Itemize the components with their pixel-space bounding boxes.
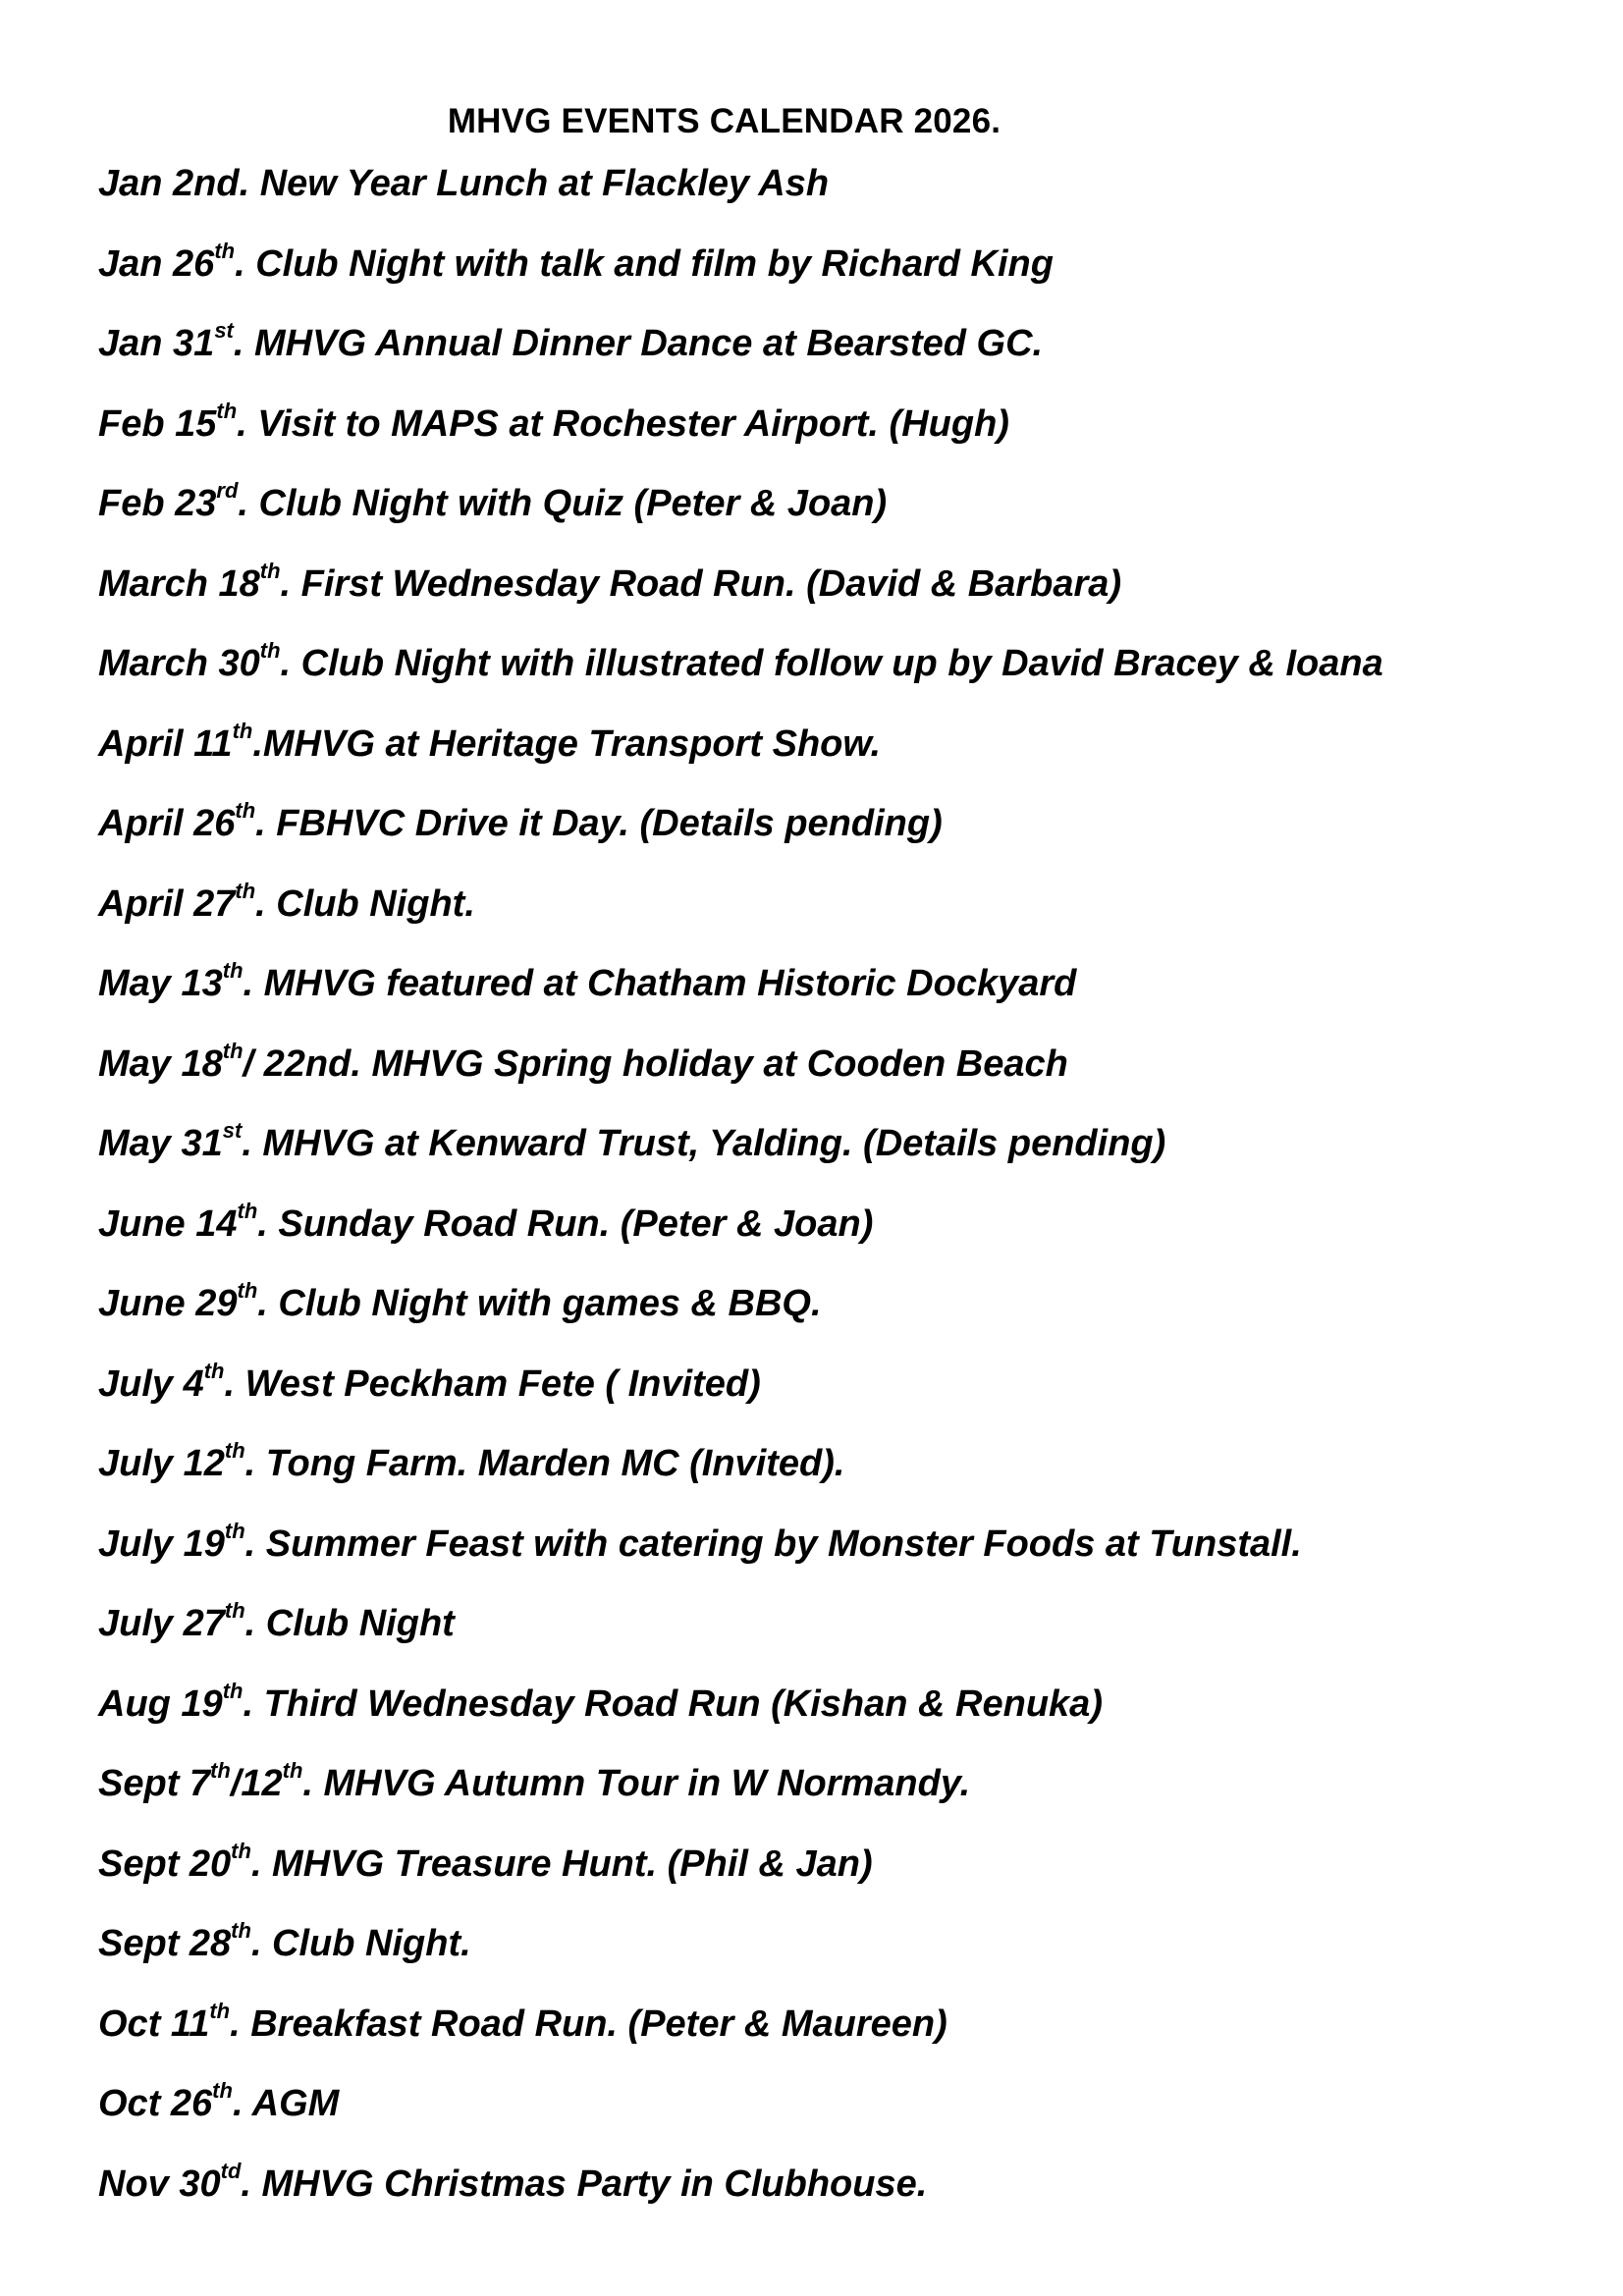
event-date-suffix: th <box>259 558 281 583</box>
event-item <box>98 631 1383 712</box>
event-description: . Club Night. <box>250 1923 471 1964</box>
event-date: March 30 <box>98 643 260 684</box>
event-item <box>98 2152 1383 2232</box>
event-date-end-suffix: th <box>282 1758 303 1784</box>
event-item <box>98 1192 1383 1272</box>
event-date-suffix: th <box>210 1758 231 1784</box>
event-date: Nov 30 <box>98 2163 221 2205</box>
event-date-suffix: th <box>231 1918 251 1944</box>
event-date: May 13 <box>98 963 223 1004</box>
event-item <box>98 1911 1383 1992</box>
event-date-suffix: th <box>222 958 243 984</box>
event-description: . MHVG Annual Dinner Dance at Bearsted GC. <box>233 323 1044 364</box>
event-item <box>98 1512 1383 1592</box>
event-date-suffix: th <box>237 1198 258 1223</box>
event-item <box>98 1352 1383 1432</box>
event-item <box>98 1032 1383 1112</box>
event-date: Jan 31 <box>98 323 215 364</box>
event-item <box>98 1832 1383 1912</box>
event-date-suffix: th <box>237 1278 258 1304</box>
event-date-suffix: th <box>224 1598 245 1624</box>
event-description: . MHVG Treasure Hunt. (Phil & Jan) <box>250 1842 873 1885</box>
event-item <box>98 471 1383 552</box>
event-description: . Club Night with talk and film by Richard King <box>235 242 1054 285</box>
event-date: Oct 11 <box>98 2002 210 2045</box>
event-date-suffix: th <box>231 1838 251 1863</box>
event-item <box>98 392 1383 472</box>
event-item <box>98 1751 1383 1832</box>
event-item <box>98 1111 1383 1192</box>
event-date: Sept 7 <box>98 1763 211 1804</box>
event-date: June 14 <box>98 1202 238 1245</box>
event-item <box>98 311 1383 392</box>
event-description: . AGM <box>232 2083 340 2124</box>
event-date-suffix: td <box>220 2158 242 2183</box>
event-date-suffix: st <box>222 1118 243 1144</box>
event-description: . MHVG Autumn Tour in W Normandy. <box>302 1763 971 1804</box>
event-date-suffix: th <box>224 1518 245 1543</box>
event-date: July 27 <box>98 1603 225 1644</box>
document-title: MHVG EVENTS CALENDAR 2026. <box>447 102 1001 140</box>
event-description: . Visit to MAPS at Rochester Airport. (Hugh) <box>237 402 1009 445</box>
event-date: April 26 <box>98 803 236 844</box>
event-description: .MHVG at Heritage Transport Show. <box>252 722 882 765</box>
event-description: . Club Night with Quiz (Peter & Joan) <box>238 483 888 524</box>
event-description: . Club Night with illustrated follow up by David Bracey & Ioana <box>280 643 1383 684</box>
event-description: . Breakfast Road Run. (Peter & Maureen) <box>230 2002 947 2045</box>
event-date-suffix: th <box>224 1438 245 1464</box>
event-item <box>98 951 1383 1032</box>
event-date-suffix: th <box>222 1038 243 1063</box>
event-description: . Third Wednesday Road Run (Kishan & Renuka) <box>243 1682 1103 1725</box>
event-date-suffix: th <box>214 238 236 263</box>
event-date-suffix: th <box>232 718 253 743</box>
event-description: . First Wednesday Road Run. (David & Barbara) <box>280 562 1122 605</box>
event-item <box>98 1672 1383 1752</box>
event-item <box>98 232 1383 312</box>
event-date-suffix: th <box>235 798 256 824</box>
event-date-suffix: th <box>259 638 281 664</box>
events-list <box>98 151 1383 2231</box>
event-date: May 31 <box>98 1123 223 1164</box>
event-date: Jan 26 <box>98 242 215 285</box>
event-item <box>98 1431 1383 1512</box>
event-item <box>98 1992 1383 2072</box>
event-date: April 11 <box>98 722 233 765</box>
event-date: July 19 <box>98 1522 225 1565</box>
event-date-suffix: rd <box>216 478 239 504</box>
event-description: . MHVG featured at Chatham Historic Dockyard <box>243 963 1077 1004</box>
event-description: . Sunday Road Run. (Peter & Joan) <box>257 1202 874 1245</box>
event-description: . Club Night. <box>255 882 475 925</box>
event-description: . FBHVC Drive it Day. (Details pending) <box>255 803 943 844</box>
event-date-suffix: th <box>222 1678 243 1703</box>
event-item <box>98 552 1383 632</box>
event-date: Sept 20 <box>98 1842 232 1885</box>
event-date-end: /12 <box>230 1763 283 1804</box>
event-description: . Club Night <box>244 1603 455 1644</box>
event-date: April 27 <box>98 882 236 925</box>
event-date: Aug 19 <box>98 1682 223 1725</box>
event-date-suffix: th <box>212 2078 233 2104</box>
event-date: May 18 <box>98 1042 223 1085</box>
event-date: March 18 <box>98 562 260 605</box>
event-description: . MHVG Christmas Party in Clubhouse. <box>241 2163 928 2205</box>
event-date: Feb 15 <box>98 402 217 445</box>
event-item <box>98 872 1383 952</box>
event-description: . MHVG at Kenward Trust, Yalding. (Details pending) <box>242 1123 1166 1164</box>
event-date: Feb 23 <box>98 483 217 524</box>
event-date: Sept 28 <box>98 1923 232 1964</box>
event-item <box>98 1591 1383 1672</box>
event-description: . Summer Feast with catering by Monster Foods at Tunstall. <box>244 1522 1302 1565</box>
event-date: June 29 <box>98 1283 238 1324</box>
event-date: Oct 26 <box>98 2083 213 2124</box>
event-item <box>98 151 1383 232</box>
event-description: . West Peckham Fete ( Invited) <box>224 1362 761 1405</box>
event-item <box>98 791 1383 872</box>
event-item <box>98 2071 1383 2152</box>
event-date-suffix: th <box>209 1998 231 2023</box>
event-date: July 4 <box>98 1362 204 1405</box>
event-date-suffix: th <box>235 878 256 903</box>
event-date-suffix: th <box>216 398 238 423</box>
event-item <box>98 1271 1383 1352</box>
event-date-suffix: th <box>203 1358 225 1383</box>
event-date: July 12 <box>98 1443 225 1484</box>
event-description: . Club Night with games & BBQ. <box>257 1283 822 1324</box>
event-description: . Tong Farm. Marden MC (Invited). <box>244 1443 845 1484</box>
event-description: . New Year Lunch at Flackley Ash <box>239 163 830 204</box>
event-description: / 22nd. MHVG Spring holiday at Cooden Beach <box>243 1042 1068 1085</box>
event-date: Jan 2nd <box>98 163 240 204</box>
event-date-suffix: st <box>214 318 234 344</box>
event-item <box>98 712 1383 792</box>
